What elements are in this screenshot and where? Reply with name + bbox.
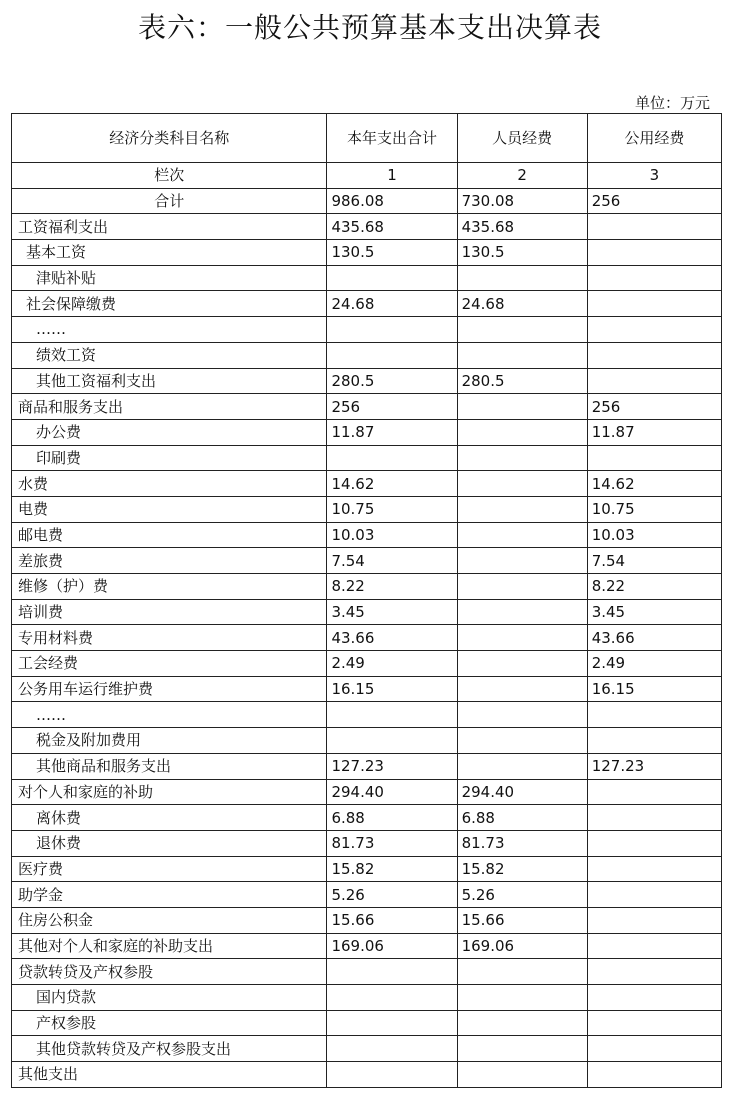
row-total: 169.06: [327, 933, 457, 959]
row-name: 基本工资: [12, 240, 327, 266]
row-total: [327, 265, 457, 291]
row-public: [587, 368, 721, 394]
row-name: 对个人和家庭的补助: [12, 779, 327, 805]
row-name: 培训费: [12, 599, 327, 625]
row-public: [587, 830, 721, 856]
row-public: 127.23: [587, 753, 721, 779]
row-personnel: 130.5: [457, 240, 587, 266]
table-row: [12, 830, 722, 856]
table-header-row: [12, 114, 722, 163]
table-row: [12, 496, 722, 522]
row-public: [587, 214, 721, 240]
row-personnel: [457, 1010, 587, 1036]
row-public: 10.03: [587, 522, 721, 548]
table-row: [12, 419, 722, 445]
row-personnel: 294.40: [457, 779, 587, 805]
row-personnel: 5.26: [457, 882, 587, 908]
row-name: 水费: [12, 471, 327, 497]
row-total: 5.26: [327, 882, 457, 908]
table-row: [12, 1062, 722, 1088]
table-row: [12, 522, 722, 548]
row-name: 印刷费: [12, 445, 327, 471]
row-total: 130.5: [327, 240, 457, 266]
row-personnel: 81.73: [457, 830, 587, 856]
table-row: [12, 574, 722, 600]
row-public: 14.62: [587, 471, 721, 497]
table-row: [12, 265, 722, 291]
row-total: 127.23: [327, 753, 457, 779]
row-name: 专用材料费: [12, 625, 327, 651]
row-personnel: [457, 471, 587, 497]
table-row: [12, 856, 722, 882]
row-total: [327, 959, 457, 985]
total-c1: 986.08: [327, 188, 457, 214]
table-row: [12, 907, 722, 933]
row-name: 医疗费: [12, 856, 327, 882]
row-total: 435.68: [327, 214, 457, 240]
row-total: 10.03: [327, 522, 457, 548]
row-name: 助学金: [12, 882, 327, 908]
row-name: 维修（护）费: [12, 574, 327, 600]
row-personnel: [457, 599, 587, 625]
row-name: 绩效工资: [12, 342, 327, 368]
table-row: [12, 1010, 722, 1036]
row-total: 14.62: [327, 471, 457, 497]
row-total: [327, 1010, 457, 1036]
row-personnel: [457, 522, 587, 548]
row-total: 294.40: [327, 779, 457, 805]
unit-label: 单位：万元: [634, 94, 710, 112]
row-public: 7.54: [587, 548, 721, 574]
row-total: [327, 342, 457, 368]
row-public: [587, 907, 721, 933]
table-row: [12, 959, 722, 985]
table-row: [12, 445, 722, 471]
row-name: 津贴补贴: [12, 265, 327, 291]
row-name: 办公费: [12, 419, 327, 445]
row-name: 工资福利支出: [12, 214, 327, 240]
row-total: 2.49: [327, 651, 457, 677]
row-total: 43.66: [327, 625, 457, 651]
row-name: 社会保障缴费: [12, 291, 327, 317]
row-total: [327, 702, 457, 728]
row-personnel: 24.68: [457, 291, 587, 317]
row-public: [587, 702, 721, 728]
row-personnel: [457, 1036, 587, 1062]
row-personnel: 6.88: [457, 805, 587, 831]
row-name: 其他贷款转贷及产权参股支出: [12, 1036, 327, 1062]
row-public: 43.66: [587, 625, 721, 651]
row-public: [587, 882, 721, 908]
row-total: 15.82: [327, 856, 457, 882]
table-row: [12, 342, 722, 368]
row-personnel: 435.68: [457, 214, 587, 240]
column-number-3: 3: [587, 163, 721, 189]
column-number-row: [12, 163, 722, 189]
column-number-label: 栏次: [12, 163, 327, 189]
header-total: 本年支出合计: [327, 114, 457, 163]
column-number-2: 2: [457, 163, 587, 189]
header-category: 经济分类科目名称: [12, 114, 327, 163]
row-personnel: [457, 753, 587, 779]
row-personnel: [457, 676, 587, 702]
row-public: [587, 291, 721, 317]
row-total: 8.22: [327, 574, 457, 600]
row-total: 11.87: [327, 419, 457, 445]
row-public: 256: [587, 394, 721, 420]
total-label: 合计: [12, 188, 327, 214]
row-public: [587, 728, 721, 754]
row-public: [587, 265, 721, 291]
row-public: [587, 805, 721, 831]
row-name: 其他支出: [12, 1062, 327, 1088]
row-public: [587, 985, 721, 1011]
table-row: [12, 394, 722, 420]
row-name: 其他工资福利支出: [12, 368, 327, 394]
row-personnel: [457, 265, 587, 291]
row-public: [587, 933, 721, 959]
row-personnel: [457, 728, 587, 754]
row-total: [327, 1036, 457, 1062]
row-public: [587, 342, 721, 368]
row-personnel: [457, 496, 587, 522]
row-personnel: [457, 445, 587, 471]
row-name: 退休费: [12, 830, 327, 856]
row-personnel: 15.66: [457, 907, 587, 933]
table-row: [12, 728, 722, 754]
row-personnel: 15.82: [457, 856, 587, 882]
table-row: [12, 625, 722, 651]
page-title: 表六：一般公共预算基本支出决算表: [137, 11, 602, 44]
row-personnel: [457, 419, 587, 445]
header-public: 公用经费: [587, 114, 721, 163]
header-personnel: 人员经费: [457, 114, 587, 163]
row-public: [587, 779, 721, 805]
row-personnel: 169.06: [457, 933, 587, 959]
row-public: [587, 1036, 721, 1062]
row-name: 电费: [12, 496, 327, 522]
table-row: [12, 368, 722, 394]
row-public: [587, 1010, 721, 1036]
table-row: [12, 317, 722, 343]
row-public: [587, 445, 721, 471]
row-personnel: [457, 959, 587, 985]
row-public: [587, 856, 721, 882]
row-public: 8.22: [587, 574, 721, 600]
table-row: [12, 702, 722, 728]
row-name: 其他商品和服务支出: [12, 753, 327, 779]
row-personnel: [457, 1062, 587, 1088]
row-total: 7.54: [327, 548, 457, 574]
row-personnel: [457, 625, 587, 651]
row-name: 商品和服务支出: [12, 394, 327, 420]
row-name: 国内贷款: [12, 985, 327, 1011]
table-row: [12, 214, 722, 240]
table-row: [12, 1036, 722, 1062]
row-personnel: [457, 394, 587, 420]
table-row: [12, 753, 722, 779]
row-total: [327, 985, 457, 1011]
table-row: [12, 779, 722, 805]
column-number-1: 1: [327, 163, 457, 189]
row-total: 6.88: [327, 805, 457, 831]
row-total: 3.45: [327, 599, 457, 625]
row-personnel: [457, 342, 587, 368]
total-c2: 730.08: [457, 188, 587, 214]
row-name: ……: [12, 317, 327, 343]
row-total: 15.66: [327, 907, 457, 933]
row-name: 产权参股: [12, 1010, 327, 1036]
row-total: 256: [327, 394, 457, 420]
row-name: 公务用车运行维护费: [12, 676, 327, 702]
row-public: 10.75: [587, 496, 721, 522]
table-row: [12, 291, 722, 317]
total-row: [12, 188, 722, 214]
row-total: 280.5: [327, 368, 457, 394]
table-row: [12, 240, 722, 266]
row-personnel: [457, 317, 587, 343]
row-public: 2.49: [587, 651, 721, 677]
row-personnel: [457, 702, 587, 728]
row-public: [587, 959, 721, 985]
row-total: 24.68: [327, 291, 457, 317]
table-row: [12, 599, 722, 625]
table-row: [12, 933, 722, 959]
row-total: 81.73: [327, 830, 457, 856]
row-total: 10.75: [327, 496, 457, 522]
row-name: 住房公积金: [12, 907, 327, 933]
table-row: [12, 676, 722, 702]
row-public: 11.87: [587, 419, 721, 445]
table-row: [12, 805, 722, 831]
row-name: 邮电费: [12, 522, 327, 548]
row-personnel: [457, 651, 587, 677]
row-name: 税金及附加费用: [12, 728, 327, 754]
row-name: 其他对个人和家庭的补助支出: [12, 933, 327, 959]
row-name: 贷款转贷及产权参股: [12, 959, 327, 985]
row-personnel: 280.5: [457, 368, 587, 394]
row-name: 差旅费: [12, 548, 327, 574]
row-personnel: [457, 548, 587, 574]
row-total: [327, 728, 457, 754]
row-personnel: [457, 985, 587, 1011]
row-name: ……: [12, 702, 327, 728]
row-public: [587, 317, 721, 343]
row-total: 16.15: [327, 676, 457, 702]
row-public: [587, 1062, 721, 1088]
row-total: [327, 1062, 457, 1088]
row-public: 16.15: [587, 676, 721, 702]
row-public: 3.45: [587, 599, 721, 625]
row-total: [327, 317, 457, 343]
row-personnel: [457, 574, 587, 600]
row-public: [587, 240, 721, 266]
table-row: [12, 985, 722, 1011]
row-name: 工会经费: [12, 651, 327, 677]
table-row: [12, 548, 722, 574]
table-row: [12, 882, 722, 908]
table-row: [12, 471, 722, 497]
row-name: 离休费: [12, 805, 327, 831]
budget-table: [11, 113, 722, 1088]
table-row: [12, 651, 722, 677]
row-total: [327, 445, 457, 471]
total-c3: 256: [587, 188, 721, 214]
